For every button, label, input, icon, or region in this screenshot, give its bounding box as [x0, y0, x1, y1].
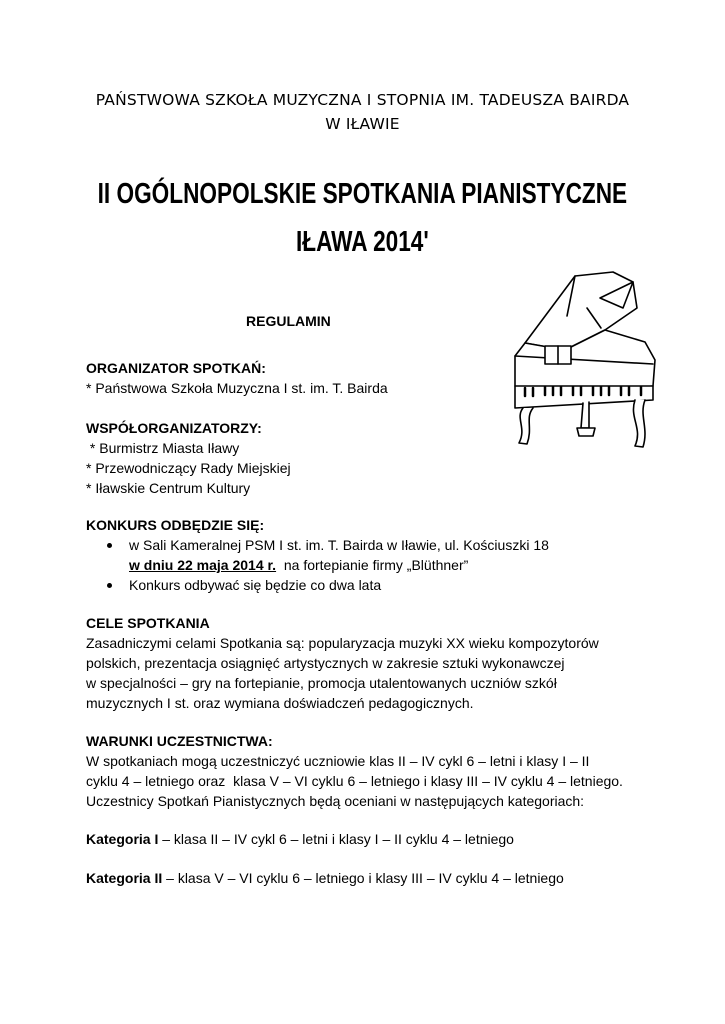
grand-piano-icon: [505, 268, 665, 458]
conditions-line: cyklu 4 – letniego oraz klasa V – VI cyklu 6 – letniego i klasy III – IV cyklu 4 – letniego.: [86, 773, 623, 789]
goals-line: muzycznych I st. oraz wymiana doświadczeń pedagogicznych.: [86, 695, 474, 711]
category-2-label: Kategoria II: [86, 870, 163, 886]
event-title-line1: II OGÓLNOPOLSKIE SPOTKANIA PIANISTYCZNE: [97, 178, 628, 210]
category-1-label: Kategoria I: [86, 831, 159, 847]
coorganizers-heading: WSPÓŁORGANIZATORZY:: [86, 420, 262, 436]
conditions-line: Uczestnicy Spotkań Pianistycznych będą oceniani w następujących kategoriach:: [86, 793, 585, 809]
venue-place: w Sali Kameralnej PSM I st. im. T. Bairda w Iławie, ul. Kościuszki 18: [129, 537, 549, 553]
conditions-section: [86, 731, 623, 888]
list-item: [86, 535, 549, 555]
coorganizers-section: [86, 418, 291, 498]
organizer-heading: ORGANIZATOR SPOTKAŃ:: [86, 360, 266, 376]
list-item: [86, 555, 549, 575]
category-2: [86, 868, 623, 888]
venue-instrument: na fortepianie firmy „Blüthner”: [276, 557, 469, 573]
venue-list: [86, 535, 549, 595]
organizer-item: * Państwowa Szkoła Muzyczna I st. im. T. Bairda: [86, 380, 388, 396]
venue-frequency: Konkurs odbywać się będzie co dwa lata: [129, 577, 382, 593]
bullet-icon: [107, 543, 112, 548]
coorganizer-item: * Burmistrz Miasta Iławy: [86, 440, 240, 456]
venue-section: [86, 515, 549, 595]
goals-line: polskich, prezentacja osiągnięć artystycznych w zakresie sztuki wykonawczej: [86, 655, 565, 671]
coorganizer-item: * Iławskie Centrum Kultury: [86, 480, 251, 496]
school-name: [0, 88, 725, 136]
event-title: [80, 170, 646, 266]
event-title-line2: IŁAWA 2014': [295, 226, 429, 258]
goals-heading: CELE SPOTKANIA: [86, 615, 210, 631]
conditions-heading: WARUNKI UCZESTNICTWA:: [86, 733, 273, 749]
venue-date: w dniu 22 maja 2014 r.: [129, 557, 277, 573]
goals-line: w specjalności – gry na fortepianie, promocja utalentowanych uczniów szkół: [86, 675, 557, 691]
bullet-icon: [107, 583, 112, 588]
coorganizer-item: * Przewodniczący Rady Miejskiej: [86, 460, 291, 476]
school-name-line2: W IŁAWIE: [325, 115, 400, 133]
venue-heading: KONKURS ODBĘDZIE SIĘ:: [86, 517, 265, 533]
goals-section: [86, 613, 599, 713]
school-name-line1: PAŃSTWOWA SZKOŁA MUZYCZNA I STOPNIA IM. TADEUSZA BAIRDA: [95, 91, 630, 109]
category-2-text: – klasa V – VI cyklu 6 – letniego i klasy III – IV cyklu 4 – letniego: [162, 870, 564, 886]
organizer-section: [86, 358, 388, 398]
category-1-text: – klasa II – IV cykl 6 – letni i klasy I – II cyklu 4 – letniego: [158, 831, 514, 847]
regulamin-heading: REGULAMIN: [246, 313, 331, 329]
category-1: [86, 829, 623, 849]
goals-line: Zasadniczymi celami Spotkania są: popularyzacja muzyki XX wieku kompozytorów: [86, 635, 599, 651]
conditions-line: W spotkaniach mogą uczestniczyć uczniowie klas II – IV cykl 6 – letni i klasy I – II: [86, 753, 590, 769]
list-item: [86, 575, 549, 595]
